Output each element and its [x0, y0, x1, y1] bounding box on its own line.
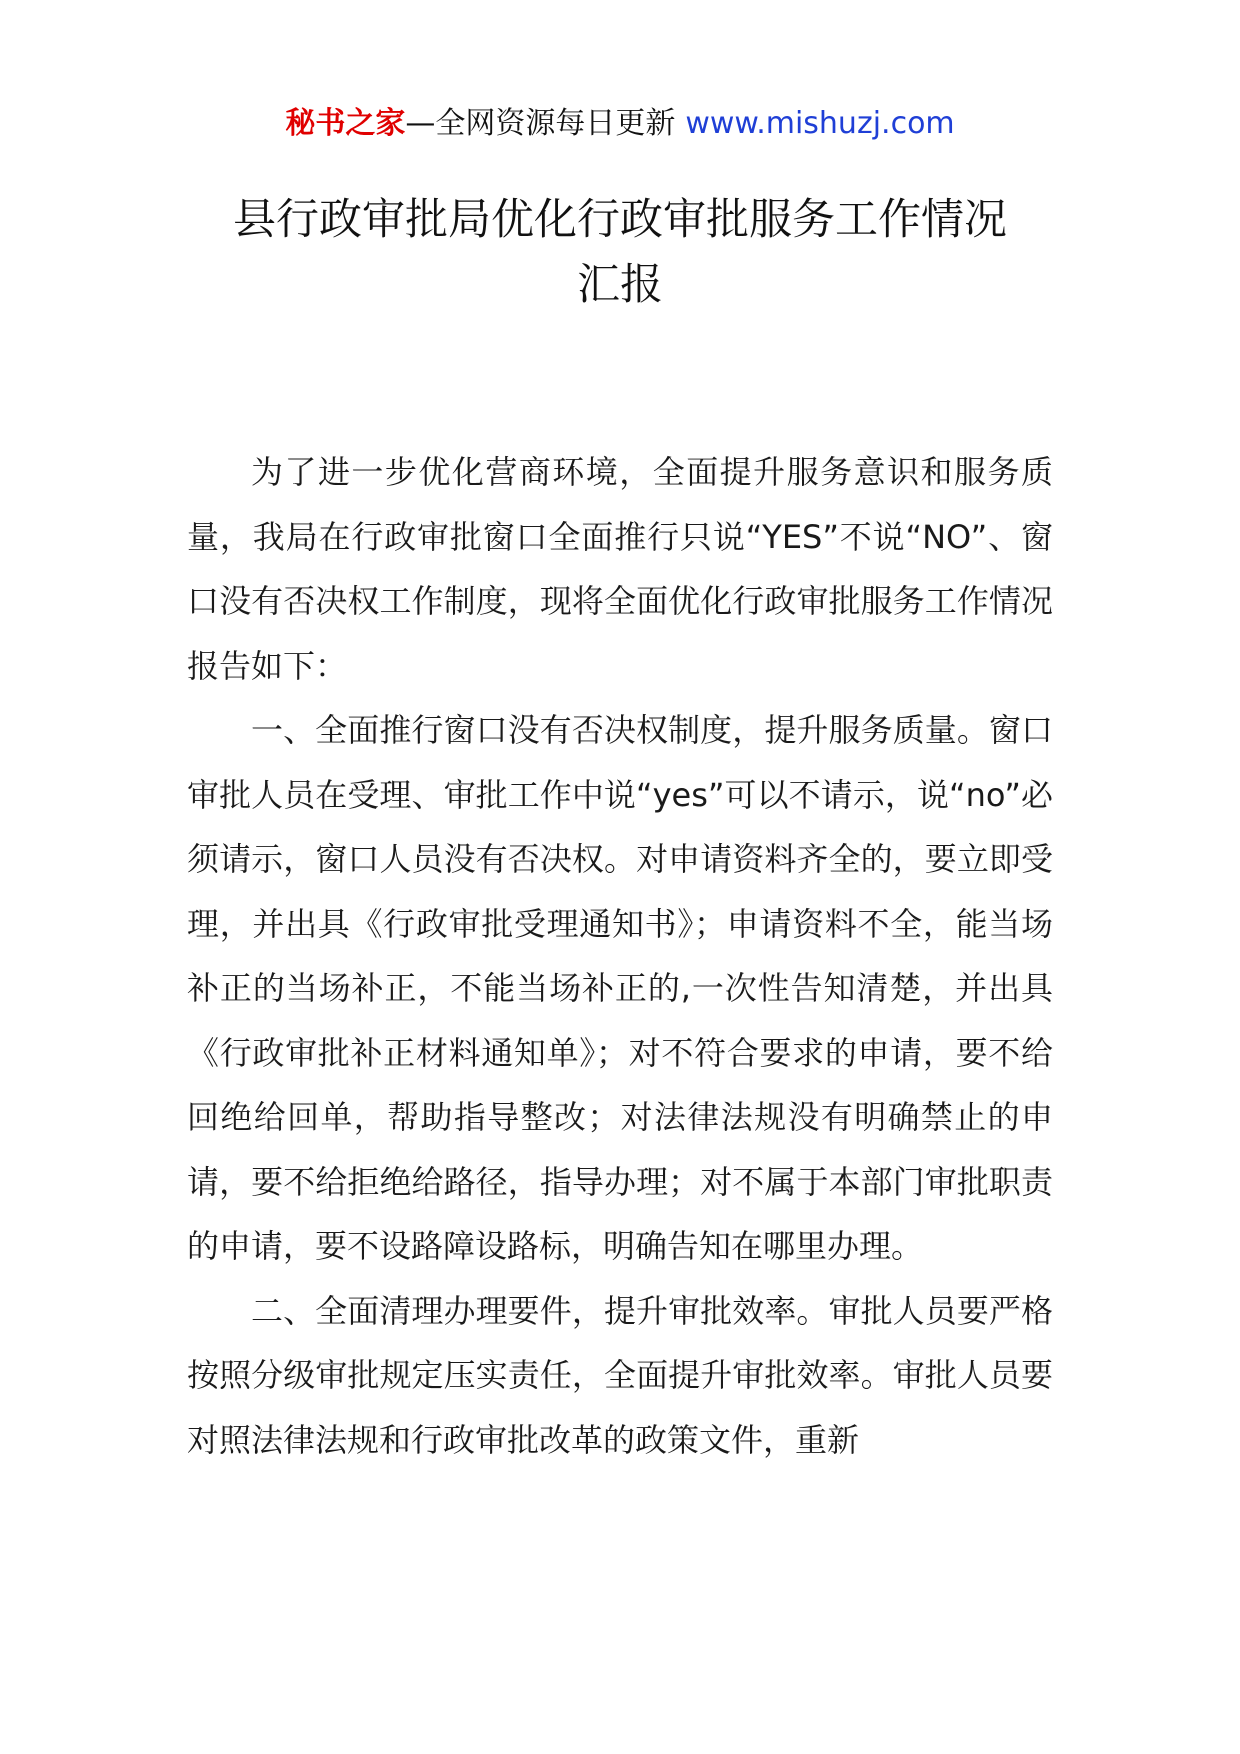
document-body [187, 440, 1053, 1472]
header-tagline: —全网资源每日更新 [405, 106, 676, 141]
intro-paragraph: 为了进一步优化营商环境，全面提升服务意识和服务质量，我局在行政审批窗口全面推行只说“YES”不说“NO”、窗口没有否决权工作制度，现将全面优化行政审批服务工作情况报告如下： [187, 453, 1053, 685]
section-one-paragraph: 一、全面推行窗口没有否决权制度，提升服务质量。窗口审批人员在受理、审批工作中说“yes”可以不请示，说“no”必须请示，窗口人员没有否决权。对申请资料齐全的，要立即受理，并出具《行政审批受理通知书》；申请资料不全，能当场补正的当场补正，不能当场补正的,一次性告知清楚，并出具《行政审批补正材料通知单》；对不符合要求的申请，要不给回绝给回单，帮助指导整改；对法律法规没有明确禁止的申请，要不给拒绝给路径，指导办理；对不属于本部门审批职责的申请，要不设路障设路标，明确告知在哪里办理。 [187, 711, 1053, 1265]
title-line-1: 县行政审批局优化行政审批服务工作情况 [233, 195, 1007, 245]
site-url-link[interactable]: www.mishuzj.com [685, 106, 955, 141]
document-title [160, 188, 1080, 318]
section-two-paragraph: 二、全面清理办理要件，提升审批效率。审批人员要严格按照分级审批规定压实责任，全面提升审批效率。审批人员要对照法律法规和行政审批改革的政策文件，重新 [187, 1291, 1053, 1459]
brand-name: 秘书之家 [285, 106, 406, 141]
site-header [0, 102, 1240, 146]
title-line-2: 汇报 [577, 260, 663, 310]
